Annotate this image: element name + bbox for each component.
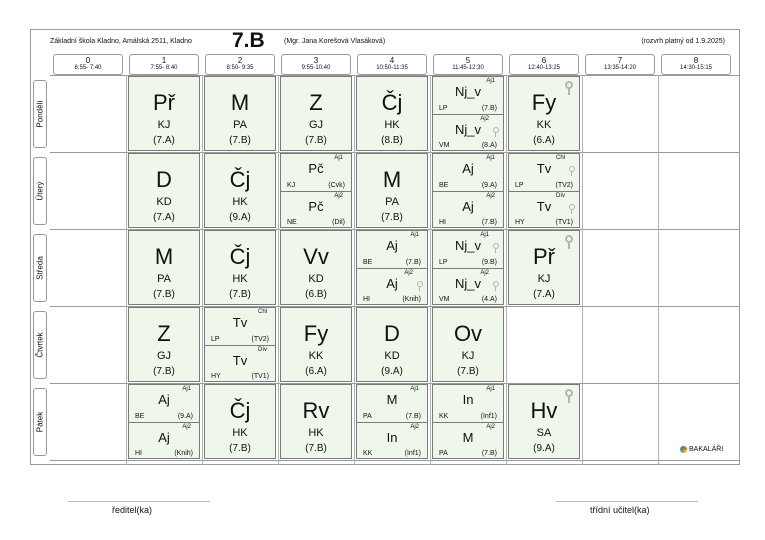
lesson-teacher: KK <box>536 119 552 131</box>
lesson-room: (9.B) <box>481 258 497 266</box>
lesson-subject: In <box>386 429 398 445</box>
lesson-subject: D <box>384 321 400 346</box>
lesson-subject: Nj_v <box>454 84 481 99</box>
day-label-text: Středa <box>35 256 45 280</box>
lesson-room: (4.A) <box>481 296 497 303</box>
column-divider <box>202 75 203 465</box>
lesson-subject: Čj <box>229 167 251 192</box>
lesson-room: (7.B) <box>153 289 175 300</box>
lesson-cell[interactable] <box>280 230 352 305</box>
lesson-teacher: HK <box>232 273 248 285</box>
row-divider <box>50 460 740 461</box>
day-label-text: Pátek <box>35 411 45 433</box>
bakalari-logo <box>680 446 723 453</box>
lesson-cell[interactable] <box>432 153 504 228</box>
lesson-room: (7.B) <box>153 366 175 377</box>
lesson-cell[interactable] <box>128 307 200 382</box>
lesson-teacher: BE <box>439 181 449 189</box>
lesson-teacher: HY <box>211 373 221 380</box>
lesson-subject: Aj <box>158 392 170 407</box>
lesson-teacher: PA <box>157 273 171 285</box>
lesson-group: Aj2 <box>480 269 489 276</box>
lesson-subject: M <box>386 392 398 407</box>
period-time: 11:45-12:30 <box>452 65 484 71</box>
lesson-room: (9.A) <box>533 443 555 454</box>
lesson-teacher: HK <box>384 119 400 131</box>
lesson-subject: Čj <box>229 398 251 423</box>
lesson-teacher: HI <box>439 219 446 226</box>
lesson-group-half <box>433 385 503 422</box>
lesson-teacher: KJ <box>287 181 296 189</box>
day-label-text: Čtvrtek <box>35 332 45 358</box>
key-icon <box>569 204 575 210</box>
lesson-teacher: VM <box>439 142 450 149</box>
lesson-group-half <box>509 154 579 191</box>
lesson-cell[interactable] <box>128 76 200 151</box>
lesson-room: (7.B) <box>405 258 421 266</box>
lesson-room: (Knih) <box>402 296 421 303</box>
lesson-cell[interactable] <box>432 384 504 459</box>
lesson-subject: In <box>462 392 474 407</box>
lesson-cell[interactable] <box>508 76 580 151</box>
lesson-teacher: LP <box>439 104 448 112</box>
lesson-group-half <box>129 385 199 422</box>
lesson-cell[interactable] <box>508 153 580 228</box>
period-header <box>661 54 731 75</box>
lesson-room: (7.B) <box>229 443 251 454</box>
lesson-room: (7.B) <box>481 450 497 457</box>
lesson-cell[interactable] <box>204 153 276 228</box>
lesson-room: (7.A) <box>153 212 175 223</box>
day-label <box>33 80 47 148</box>
column-divider <box>354 75 355 465</box>
lesson-teacher: GJ <box>308 119 324 131</box>
lesson-subject: Tv <box>536 198 552 214</box>
lesson-cell[interactable] <box>432 230 504 305</box>
lesson-room: (9.A) <box>381 366 403 377</box>
period-number: 4 <box>389 56 395 65</box>
lesson-subject: Vv <box>303 244 329 269</box>
period-time: 9:55-10:40 <box>301 65 331 71</box>
period-header <box>433 54 503 75</box>
lesson-group: Aj1 <box>486 386 495 392</box>
lesson-subject: Aj <box>158 429 170 445</box>
lesson-room: (6.B) <box>305 289 327 300</box>
lesson-group: Chl <box>555 155 565 161</box>
day-label <box>33 234 47 302</box>
lesson-teacher: LP <box>439 258 448 266</box>
lesson-group: Chl <box>257 309 267 315</box>
key-icon <box>569 166 575 172</box>
lesson-teacher: KJ <box>461 350 475 362</box>
lesson-teacher: KD <box>156 196 172 208</box>
lesson-room: (7.B) <box>405 412 421 420</box>
period-time: 13:35-14:20 <box>603 65 637 71</box>
lesson-room: (Inf1) <box>404 450 421 457</box>
period-header <box>53 54 123 75</box>
lesson-cell[interactable] <box>356 307 428 382</box>
lesson-group-half <box>509 191 579 229</box>
lesson-subject: Tv <box>232 352 248 368</box>
lesson-room: (6.A) <box>533 135 555 146</box>
lesson-group: Aj1 <box>480 232 489 238</box>
lesson-cell[interactable] <box>204 76 276 151</box>
lesson-cell[interactable] <box>356 153 428 228</box>
key-icon <box>493 127 499 133</box>
lesson-teacher: HK <box>308 427 324 439</box>
column-divider <box>582 75 583 465</box>
lesson-room: (7.B) <box>481 104 497 112</box>
lesson-subject: Př <box>153 90 175 115</box>
lesson-group: Aj2 <box>182 423 191 430</box>
lesson-cell[interactable] <box>204 307 276 382</box>
bakalari-logo-text: BAKALÁŘI <box>689 446 724 453</box>
class-teacher-name: (Mgr. Jana Korešová Vlasáková) <box>284 38 386 45</box>
lesson-cell[interactable] <box>356 230 428 305</box>
key-icon <box>493 281 499 287</box>
lesson-subject: Nj_v <box>454 238 481 253</box>
lesson-group: Aj2 <box>486 423 495 430</box>
lesson-teacher: LP <box>515 181 524 189</box>
lesson-subject: Aj <box>462 198 474 214</box>
lesson-teacher: HK <box>232 196 248 208</box>
lesson-subject: Pč <box>308 198 324 214</box>
lesson-group: Aj2 <box>334 192 343 199</box>
lesson-group-half <box>281 154 351 191</box>
period-header <box>357 54 427 75</box>
lesson-cell[interactable] <box>128 230 200 305</box>
lesson-group: Dív <box>556 192 565 199</box>
lesson-group-half <box>433 154 503 191</box>
lesson-group: Aj1 <box>486 78 495 84</box>
lesson-cell[interactable] <box>128 153 200 228</box>
period-time: 14:30-15:15 <box>679 65 713 71</box>
lesson-group-half <box>129 422 199 460</box>
period-time: 12:40-13:25 <box>527 65 561 71</box>
period-number: 7 <box>617 56 623 65</box>
lesson-subject: Hv <box>530 398 558 423</box>
column-divider <box>658 75 659 465</box>
lesson-room: (7.B) <box>381 212 403 223</box>
lesson-room: (Inf1) <box>480 412 497 420</box>
lesson-group: Aj1 <box>486 155 495 161</box>
lesson-teacher: SA <box>536 427 552 439</box>
lesson-group: Aj2 <box>404 269 413 276</box>
lesson-cell[interactable] <box>508 230 580 305</box>
lesson-group-half <box>433 231 503 268</box>
lesson-cell[interactable] <box>128 384 200 459</box>
day-label <box>33 388 47 456</box>
lesson-cell[interactable] <box>280 76 352 151</box>
lesson-group-half <box>205 308 275 345</box>
lesson-room: (9.A) <box>177 412 193 420</box>
lesson-subject: Nj_v <box>454 121 481 137</box>
lesson-room: (TV2) <box>555 181 573 189</box>
class-title: 7.B <box>232 29 265 52</box>
lesson-subject: Aj <box>386 275 398 291</box>
period-time: 10:50-11:35 <box>376 65 408 71</box>
director-label: ředitel(ka) <box>112 505 153 515</box>
lesson-group-half <box>433 268 503 306</box>
lesson-room: (7.B) <box>481 219 497 226</box>
bakalari-logo-icon <box>680 446 687 453</box>
lesson-group-half <box>433 114 503 152</box>
lesson-room: (9.A) <box>229 212 251 223</box>
period-number: 3 <box>313 56 319 65</box>
lesson-cell[interactable] <box>508 384 580 459</box>
lesson-subject: Aj <box>386 238 398 253</box>
period-time: 8:50- 9:35 <box>226 65 254 71</box>
lesson-group: Aj1 <box>410 232 419 238</box>
period-number: 5 <box>465 56 471 65</box>
lesson-subject: M <box>382 167 402 192</box>
lesson-room: (7.B) <box>305 443 327 454</box>
day-label <box>33 157 47 225</box>
day-label-text: Úterý <box>35 181 45 201</box>
lesson-teacher: KK <box>439 412 449 420</box>
lesson-group-half <box>433 422 503 460</box>
lesson-room: (8.B) <box>381 135 403 146</box>
lesson-subject: Čj <box>229 244 251 269</box>
lesson-cell[interactable] <box>204 230 276 305</box>
lesson-teacher: KJ <box>157 119 171 131</box>
lesson-cell[interactable] <box>432 307 504 382</box>
lesson-subject: Z <box>157 321 171 346</box>
lesson-subject: Př <box>533 244 555 269</box>
period-number: 0 <box>85 56 91 65</box>
lesson-subject: Ov <box>453 321 483 346</box>
lesson-teacher: BE <box>135 412 145 420</box>
lesson-teacher: PA <box>363 412 372 420</box>
lesson-subject: Nj_v <box>454 275 481 291</box>
lesson-group: Aj1 <box>410 386 419 392</box>
lesson-group: Aj1 <box>182 386 191 392</box>
lesson-room: (TV2) <box>251 335 269 343</box>
lesson-group-half <box>433 191 503 229</box>
lesson-subject: Pč <box>308 161 324 176</box>
lesson-teacher: PA <box>439 450 448 457</box>
lesson-teacher: PA <box>233 119 247 131</box>
lesson-teacher: KJ <box>537 273 551 285</box>
key-icon <box>493 243 499 249</box>
column-divider <box>126 75 127 465</box>
director-signature-line <box>68 501 210 502</box>
period-header <box>129 54 199 75</box>
lesson-room: (9.A) <box>481 181 497 189</box>
validity-note: (rozvrh platný od 1.9.2025) <box>641 38 725 45</box>
lesson-group-half <box>205 345 275 383</box>
lesson-cell[interactable] <box>356 76 428 151</box>
lesson-teacher: NE <box>287 219 297 226</box>
lesson-subject: Z <box>309 90 323 115</box>
lesson-group: Dív <box>258 346 267 353</box>
school-name: Základní škola Kladno, Amálská 2511, Kladno <box>50 38 192 45</box>
lesson-teacher: PA <box>385 196 399 208</box>
column-divider <box>278 75 279 465</box>
lesson-teacher: BE <box>363 258 373 266</box>
lesson-teacher: HI <box>363 296 370 303</box>
day-label <box>33 311 47 379</box>
lesson-cell[interactable] <box>280 384 352 459</box>
period-header <box>281 54 351 75</box>
lesson-group-half <box>357 422 427 460</box>
lesson-subject: Fy <box>303 321 329 346</box>
lesson-cell[interactable] <box>432 76 504 151</box>
key-icon <box>565 235 573 243</box>
lesson-room: (6.A) <box>305 366 327 377</box>
lesson-group: Aj2 <box>410 423 419 430</box>
period-header <box>585 54 655 75</box>
lesson-subject: Tv <box>536 161 552 176</box>
lesson-room: (7.B) <box>229 135 251 146</box>
period-time: 7:55- 8:40 <box>150 65 178 71</box>
lesson-subject: Tv <box>232 315 248 330</box>
lesson-subject: M <box>230 90 250 115</box>
column-divider <box>430 75 431 465</box>
lesson-teacher: HI <box>135 450 142 457</box>
lesson-group-half <box>357 268 427 306</box>
lesson-subject: M <box>154 244 174 269</box>
lesson-teacher: KK <box>363 450 373 457</box>
lesson-group-half <box>281 191 351 229</box>
lesson-room: (7.B) <box>229 289 251 300</box>
lesson-group-half <box>433 77 503 114</box>
day-label-text: Pondělí <box>35 100 45 128</box>
lesson-group: Aj1 <box>334 155 343 161</box>
lesson-teacher: HY <box>515 219 525 226</box>
lesson-group: Aj2 <box>480 115 489 122</box>
lesson-teacher: GJ <box>156 350 172 362</box>
class-teacher-label: třídní učitel(ka) <box>590 505 650 515</box>
lesson-room: (7.A) <box>153 135 175 146</box>
lesson-subject: Čj <box>381 90 403 115</box>
key-icon <box>565 389 573 397</box>
lesson-room: (Dil) <box>332 219 345 226</box>
lesson-teacher: KD <box>384 350 400 362</box>
lesson-cell[interactable] <box>204 384 276 459</box>
period-number: 1 <box>161 56 167 65</box>
lesson-cell[interactable] <box>356 384 428 459</box>
lesson-room: (Cvk) <box>328 181 345 189</box>
lesson-teacher: LP <box>211 335 220 343</box>
period-header <box>205 54 275 75</box>
lesson-subject: Aj <box>462 161 474 176</box>
lesson-group-half <box>357 385 427 422</box>
period-time: 6:55- 7:40 <box>74 65 102 71</box>
key-icon <box>417 281 423 287</box>
period-number: 6 <box>541 56 547 65</box>
period-header <box>509 54 579 75</box>
lesson-cell[interactable] <box>280 307 352 382</box>
period-number: 2 <box>237 56 243 65</box>
period-number: 8 <box>693 56 699 65</box>
lesson-subject: Rv <box>302 398 330 423</box>
lesson-room: (8.A) <box>481 142 497 149</box>
lesson-teacher: KK <box>308 350 324 362</box>
lesson-room: (7.B) <box>305 135 327 146</box>
key-icon <box>565 81 573 89</box>
lesson-subject: Fy <box>531 90 557 115</box>
lesson-teacher: VM <box>439 296 450 303</box>
lesson-room: (7.B) <box>457 366 479 377</box>
lesson-room: (TV1) <box>555 219 573 226</box>
lesson-teacher: HK <box>232 427 248 439</box>
class-teacher-signature-line <box>556 501 698 502</box>
lesson-room: (7.A) <box>533 289 555 300</box>
lesson-group: Aj2 <box>486 192 495 199</box>
column-divider <box>506 75 507 465</box>
lesson-subject: M <box>462 429 474 445</box>
lesson-subject: D <box>156 167 172 192</box>
lesson-room: (Knih) <box>174 450 193 457</box>
lesson-cell[interactable] <box>280 153 352 228</box>
lesson-room: (TV1) <box>251 373 269 380</box>
lesson-group-half <box>357 231 427 268</box>
lesson-teacher: KD <box>308 273 324 285</box>
